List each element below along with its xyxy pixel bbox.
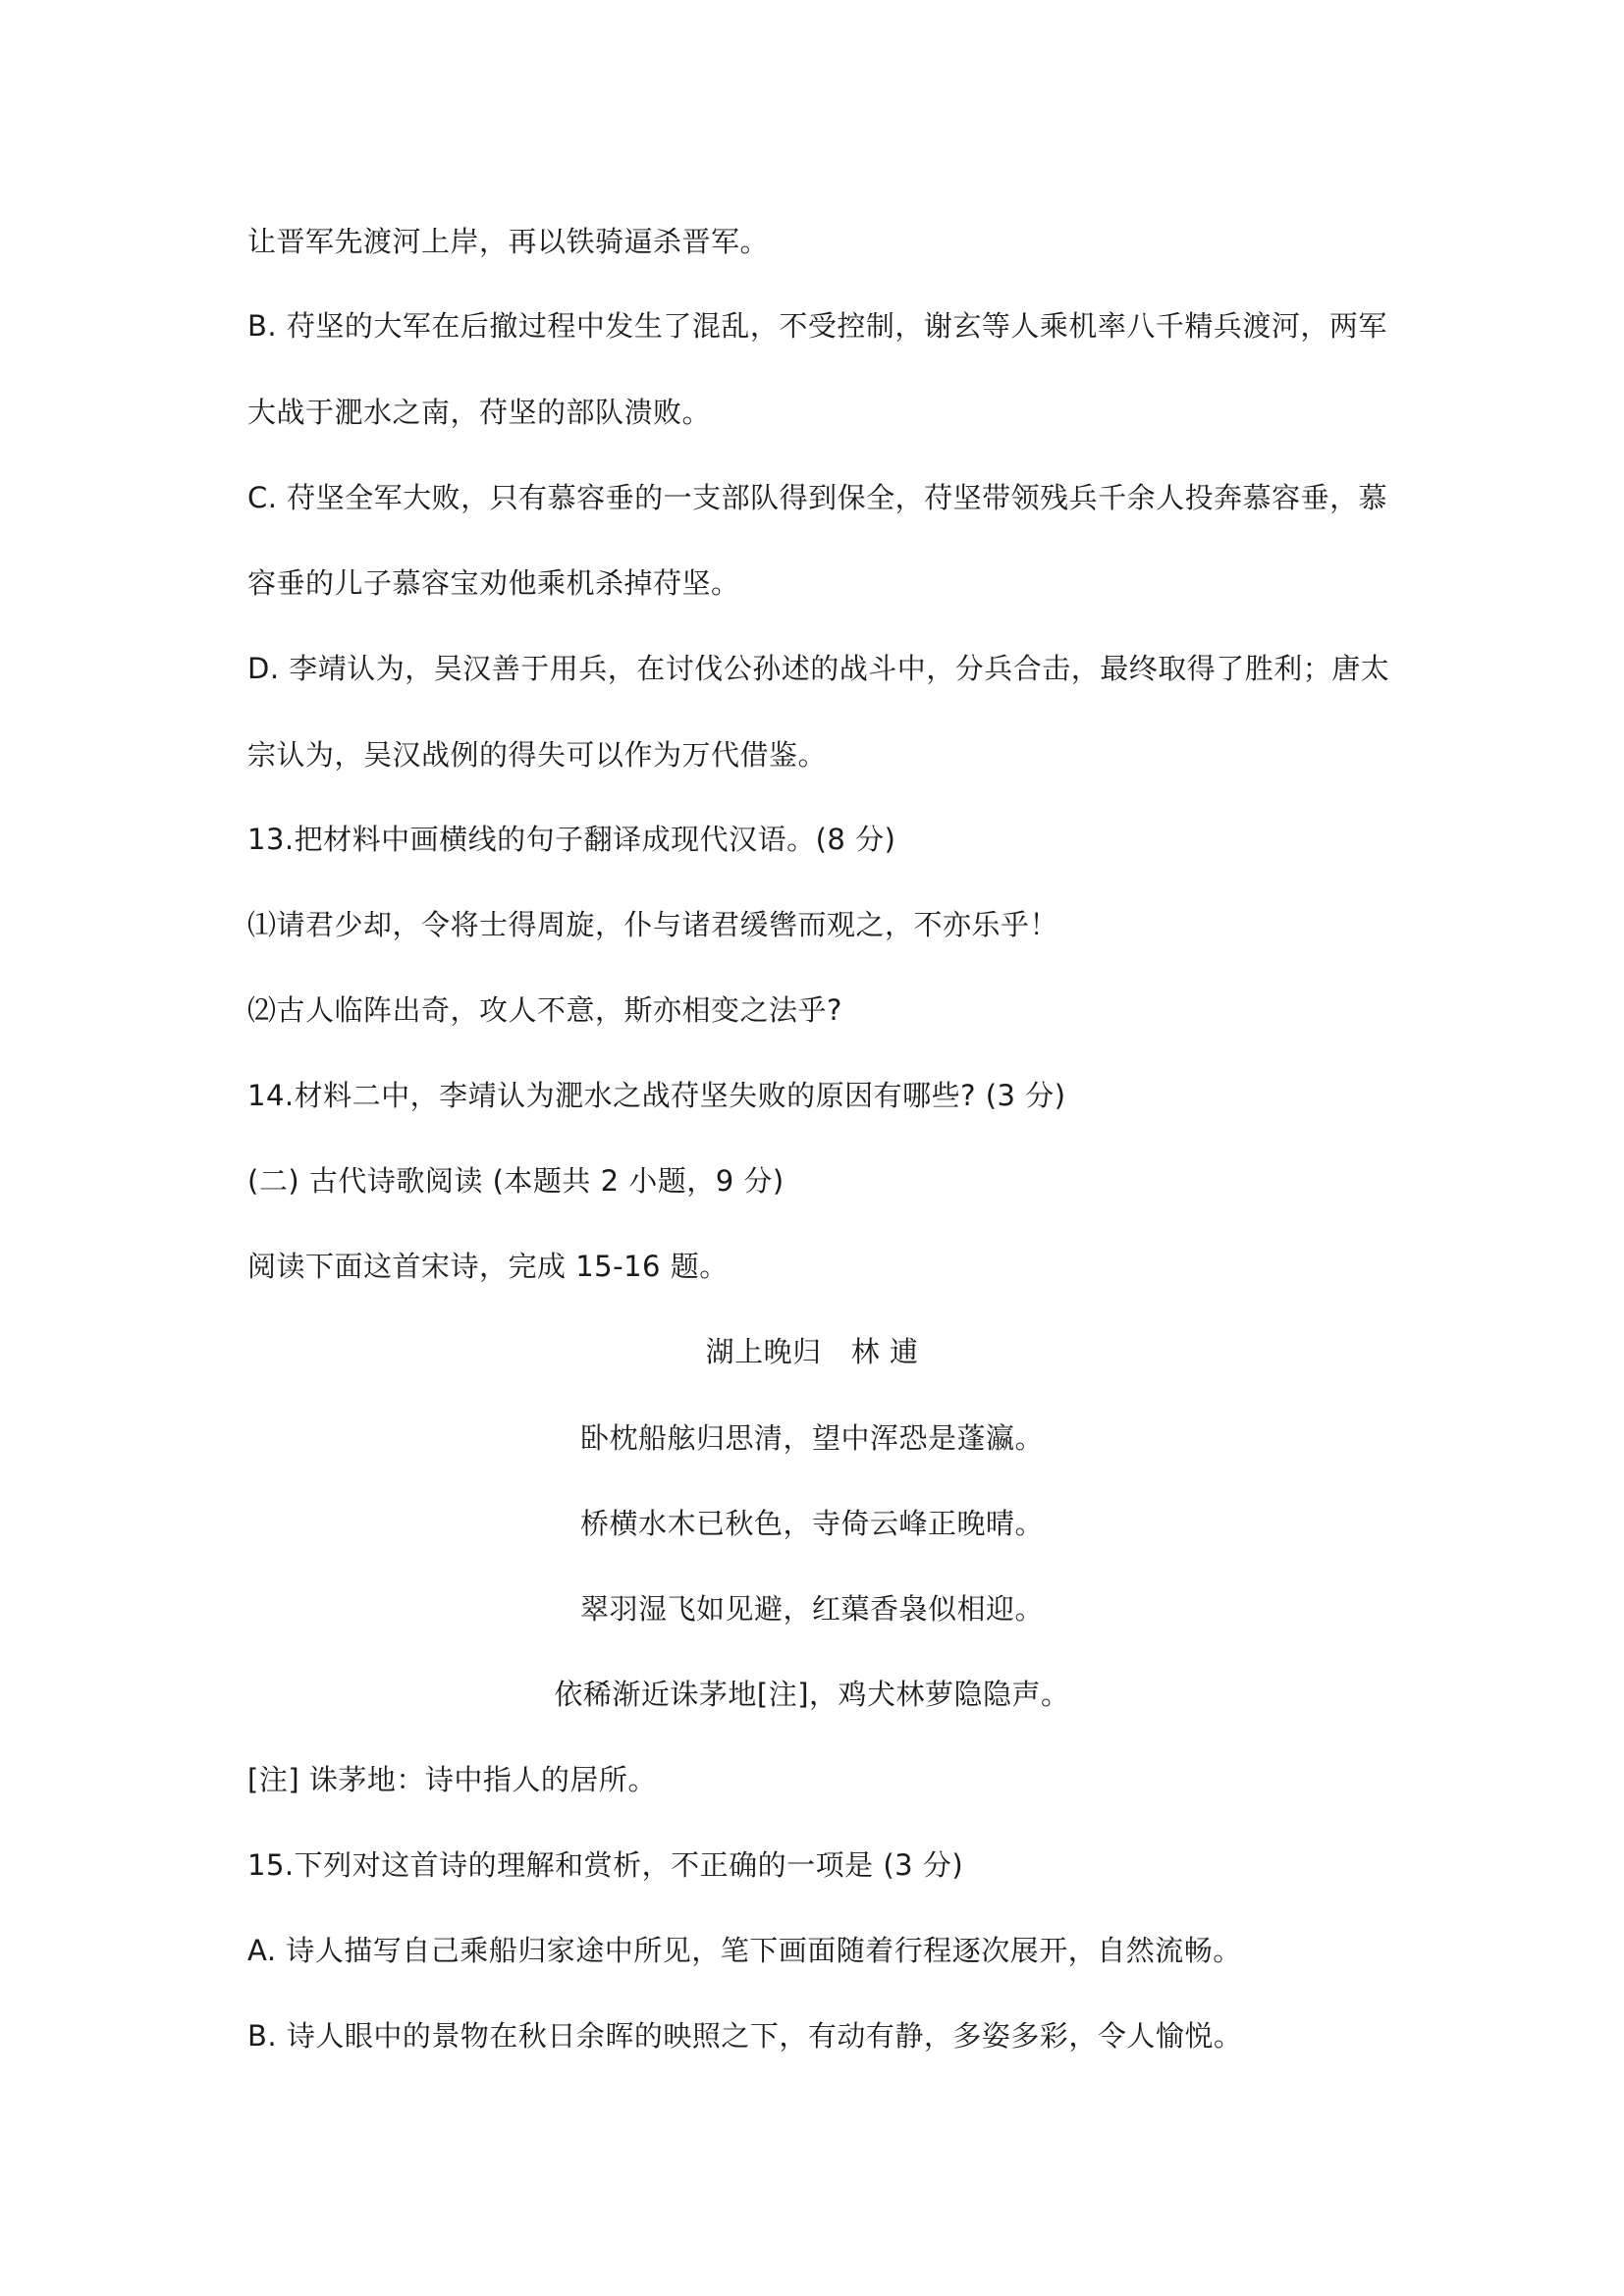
option-d-continuation: 宗认为，吴汉战例的得失可以作为万代借鉴。 bbox=[247, 738, 828, 772]
poem-note: [注] 诛茅地：诗中指人的居所。 bbox=[247, 1763, 657, 1796]
question-14: 14.材料二中，李靖认为淝水之战苻坚失败的原因有哪些? (3 分) bbox=[247, 1079, 1066, 1112]
poem-verse: 翠羽湿飞如见避，红蕖香袅似相迎。 bbox=[579, 1592, 1044, 1626]
poem-title: 湖上晚归 bbox=[705, 1335, 822, 1368]
poem-verse: 桥横水木已秋色，寺倚云峰正晚晴。 bbox=[579, 1507, 1044, 1540]
question-13-sentence-2: ⑵古人临阵出奇，攻人不意，斯亦相变之法乎? bbox=[247, 993, 842, 1027]
question-15: 15.下列对这首诗的理解和赏析，不正确的一项是 (3 分) bbox=[247, 1848, 964, 1882]
option-b-continuation: 大战于淝水之南，苻坚的部队溃败。 bbox=[247, 396, 712, 429]
question-13: 13.把材料中画横线的句子翻译成现代汉语。(8 分) bbox=[247, 823, 896, 856]
question-15-option-a: A. 诗人描写自己乘船归家途中所见，笔下画面随着行程逐次展开，自然流畅。 bbox=[247, 1934, 1242, 1967]
option-c-continuation: 容垂的儿子慕容宝劝他乘机杀掉苻坚。 bbox=[247, 566, 740, 600]
option-c: C. 苻坚全军大败，只有慕容垂的一支部队得到保全，苻坚带领残兵千余人投奔慕容垂，慕 bbox=[247, 481, 1388, 514]
question-15-option-b: B. 诗人眼中的景物在秋日余晖的映照之下，有动有静，多姿多彩，令人愉悦。 bbox=[247, 2019, 1243, 2053]
poem-author: 林 逋 bbox=[850, 1335, 919, 1368]
poem-verse: 依稀渐近诛茅地[注]，鸡犬林萝隐隐声。 bbox=[554, 1678, 1070, 1711]
option-b: B. 苻坚的大军在后撤过程中发生了混乱，不受控制，谢玄等人乘机率八千精兵渡河，两军 bbox=[247, 309, 1387, 343]
poetry-instructions: 阅读下面这首宋诗，完成 15-16 题。 bbox=[247, 1250, 729, 1283]
poem-verse: 卧枕船舷归思清，望中浑恐是蓬瀛。 bbox=[579, 1421, 1044, 1455]
section-heading-poetry: (二) 古代诗歌阅读 (本题共 2 小题，9 分) bbox=[247, 1164, 785, 1198]
option-a-continuation: 让晋军先渡河上岸，再以铁骑逼杀晋军。 bbox=[247, 225, 770, 258]
question-13-sentence-1: ⑴请君少却，令将士得周旋，仆与诸君缓辔而观之，不亦乐乎！ bbox=[247, 908, 1059, 941]
poem-heading bbox=[0, 1332, 1624, 1371]
option-d: D. 李靖认为，吴汉善于用兵，在讨伐公孙述的战斗中，分兵合击，最终取得了胜利；唐太 bbox=[247, 652, 1390, 685]
